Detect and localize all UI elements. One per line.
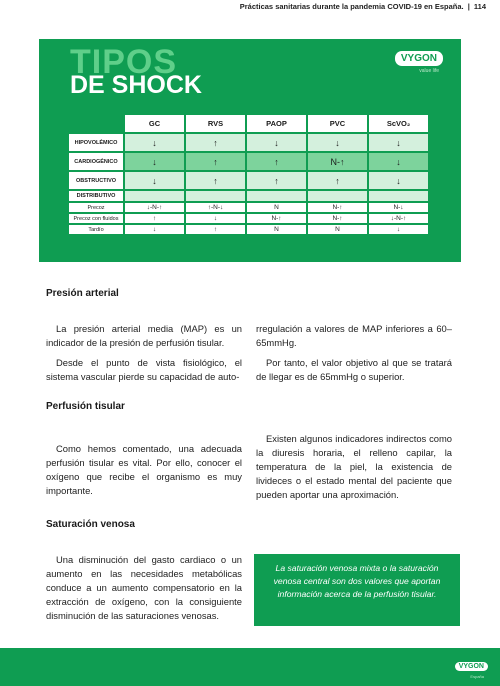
paragraph: Por tanto, el valor objetivo al que se tratará de llegar es de 65mmHg o superior. — [256, 357, 452, 382]
table-cell: N-↑ — [247, 214, 306, 223]
vygon-logo-tagline: value life — [419, 68, 439, 74]
col-header-scvo2: ScVO₂ — [369, 115, 428, 132]
shock-types-panel — [39, 39, 461, 262]
table-cell: ↑ — [186, 153, 245, 170]
heading-presion-arterial: Presión arterial — [46, 288, 119, 299]
table-cell: N — [247, 225, 306, 234]
table-cell: N-↓ — [369, 203, 428, 212]
table-cell: N — [247, 203, 306, 212]
paragraph: Existen algunos indicadores indirectos como la diuresis horaria, el relleno capilar, la temperatura de la piel, la existencia de livideces o el estado mental del paciente que pueden aportar una aproximación. — [256, 433, 452, 500]
footer-bar — [0, 648, 500, 686]
table-cell: ↑ — [186, 225, 245, 234]
panel-title-top: TIPOS — [70, 43, 178, 81]
table-cell — [369, 191, 428, 201]
subrow-label: Tardío — [69, 225, 123, 234]
paragraph: Desde el punto de vista fisiológico, el sistema vascular pierde su capacidad de auto- — [46, 357, 242, 382]
table-row-obstructivo — [69, 172, 428, 189]
table-cell: ↓ — [369, 225, 428, 234]
table-cell: ↓-N-↑ — [369, 214, 428, 223]
saturacion-callout: La saturación venosa mixta o la saturación venosa central son dos valores que aportan información acerca de la perfusión tisular. — [254, 554, 460, 626]
table-cell: ↓ — [125, 134, 184, 151]
row-label: HIPOVOLÉMICO — [69, 134, 123, 151]
footer-vygon-logo: VYGON — [455, 662, 488, 671]
row-label: CARDIOGÉNICO — [69, 153, 123, 170]
vygon-logo: VYGON — [395, 51, 443, 66]
col-header-rvs: RVS — [186, 115, 245, 132]
table-row-cardiogenico — [69, 153, 428, 170]
shock-table — [67, 113, 430, 236]
table-row-precoz-fluidos — [69, 214, 428, 223]
table-corner — [69, 115, 123, 132]
presion-left-column — [46, 322, 242, 390]
saturacion-left-column — [46, 553, 242, 629]
heading-saturacion-venosa: Saturación venosa — [46, 519, 135, 530]
table-cell: ↑ — [186, 134, 245, 151]
perfusion-right-column — [256, 432, 452, 508]
table-cell — [247, 191, 306, 201]
paragraph: La presión arterial media (MAP) es un indicador de la presión de perfusión tisular. — [46, 323, 242, 348]
table-cell: ↓ — [247, 134, 306, 151]
table-cell: N-↑ — [308, 153, 367, 170]
table-cell: N-↑ — [308, 203, 367, 212]
heading-perfusion-tisular: Perfusión tisular — [46, 401, 125, 412]
subrow-label: Precoz — [69, 203, 123, 212]
col-header-paop: PAOP — [247, 115, 306, 132]
perfusion-left-column — [46, 442, 242, 504]
footer-logo-tagline: España — [470, 674, 484, 679]
table-cell: ↑ — [186, 172, 245, 189]
table-cell: ↓ — [125, 225, 184, 234]
table-cell: ↓ — [125, 172, 184, 189]
paragraph: rregulación a valores de MAP inferiores a 60–65mmHg. — [256, 323, 452, 348]
table-cell: ↓ — [369, 153, 428, 170]
table-row-hipovolemico — [69, 134, 428, 151]
table-cell: ↓ — [369, 134, 428, 151]
table-cell: ↓ — [308, 134, 367, 151]
table-cell — [186, 191, 245, 201]
running-head-separator: | — [467, 2, 470, 11]
col-header-pvc: PVC — [308, 115, 367, 132]
table-cell: ↑ — [125, 214, 184, 223]
row-label: DISTRIBUTIVO — [69, 191, 123, 201]
table-cell: ↓ — [186, 214, 245, 223]
table-cell: ↓ — [369, 172, 428, 189]
table-row-tardio — [69, 225, 428, 234]
table-cell: N-↑ — [308, 214, 367, 223]
running-head-title: Prácticas sanitarias durante la pandemia COVID-19 en España. — [239, 2, 464, 11]
page-number: 114 — [473, 2, 486, 11]
running-head — [240, 2, 486, 11]
col-header-gc: GC — [125, 115, 184, 132]
paragraph: Una disminución del gasto cardiaco o un aumento en las necesidades metabólicas conduce a un aumento compensatorio en la extracción de oxígeno, con la consiguiente disminución de las saturaciones venosas. — [46, 554, 242, 621]
table-cell: ↑ — [308, 172, 367, 189]
table-cell: ↑-N-↓ — [186, 203, 245, 212]
table-cell: ↑ — [247, 153, 306, 170]
table-cell — [308, 191, 367, 201]
row-label: OBSTRUCTIVO — [69, 172, 123, 189]
table-cell: N — [308, 225, 367, 234]
panel-title-bottom: DE SHOCK — [70, 71, 202, 99]
table-cell: ↑ — [247, 172, 306, 189]
table-cell: ↓-N-↑ — [125, 203, 184, 212]
table-cell: ↓ — [125, 153, 184, 170]
table-cell — [125, 191, 184, 201]
paragraph: Como hemos comentado, una adecuada perfusión tisular es vital. Por ello, conocer el oxígeno que recibe el organismo es muy importante. — [46, 443, 242, 496]
table-row-precoz — [69, 203, 428, 212]
table-row-distributivo — [69, 191, 428, 201]
subrow-label: Precoz con fluidos — [69, 214, 123, 223]
presion-right-column — [256, 322, 452, 390]
